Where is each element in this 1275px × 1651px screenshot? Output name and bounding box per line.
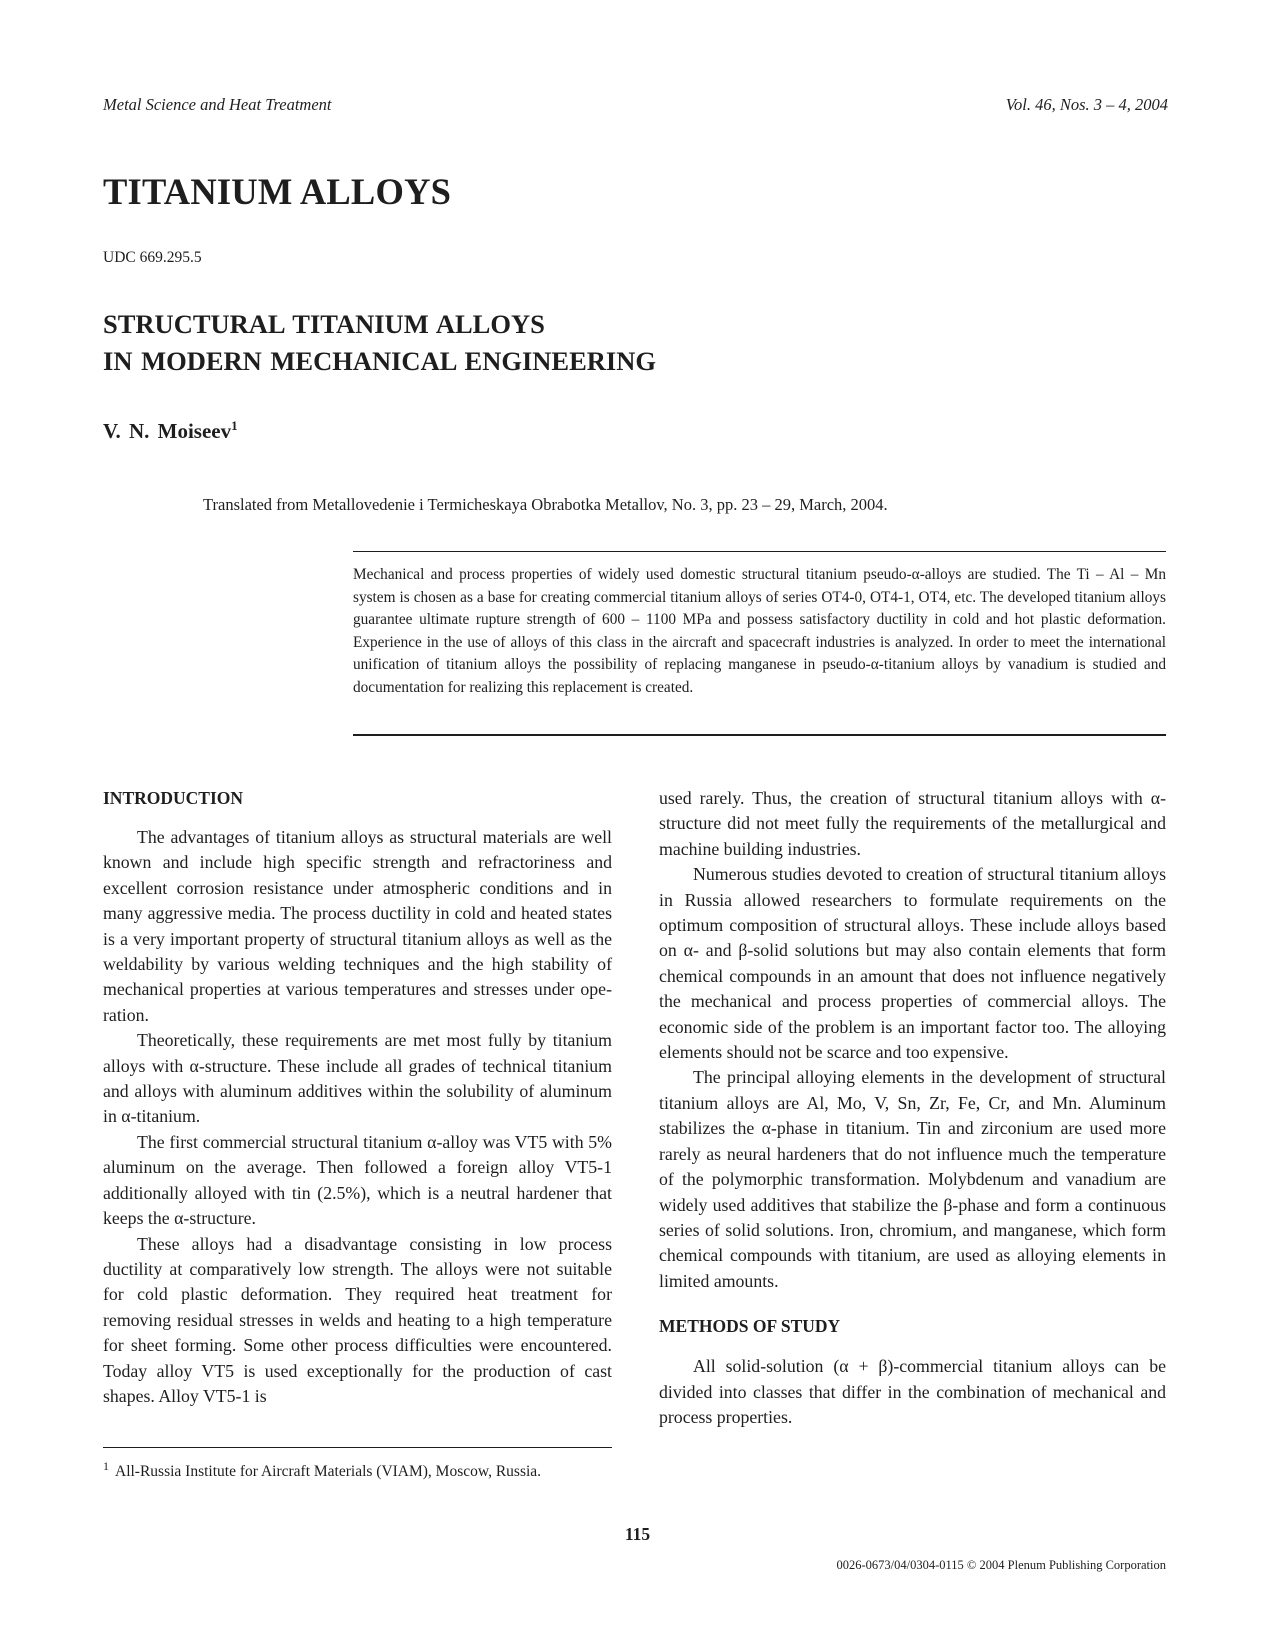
left-column <box>103 786 612 1409</box>
footnote-mark: 1 <box>103 1458 109 1473</box>
footnote <box>103 1458 612 1483</box>
volume-info: Vol. 46, Nos. 3 – 4, 2004 <box>1005 95 1168 114</box>
footnote-content <box>103 1458 612 1483</box>
article-title-line-1: STRUCTURAL TITANIUM ALLOYS <box>103 309 545 339</box>
methods-heading: METHODS OF STUDY <box>659 1316 841 1337</box>
page-number: 115 <box>624 1524 651 1544</box>
paragraph: The advantages of titanium alloys as structural materials are well known and include high specific strength and refractoriness and excellent corrosion resistance under atmospheric conditions and in many aggressive media. The process ductility in cold and heated states is a very important property of structural titanium alloys as well as the weldability by various welding techniques and the high stability of mechanical properties at various temperatures and stresses under operation. <box>103 827 612 1025</box>
author-name: V. N. Moiseev <box>103 419 232 443</box>
abstract-bottom-rule <box>353 734 1166 736</box>
right-column <box>659 786 1166 1430</box>
paragraph: Numerous studies devoted to creation of structural titanium alloys in Russia allowed researchers to formulate requirements on the optimum composition of structural alloys. These include alloys based on α- and β-solid solutions but may also contain elements that form chemical compounds in an amount that does not influence negatively the mechanical and process properties of commercial alloys. The economic side of the problem is an important factor too. The alloying elements should not be scarce and too expensive. <box>659 864 1166 1063</box>
abstract: Mechanical and process properties of widely used domestic structural titanium pseudo-α-alloys are studied. The Ti – Al – Mn system is chosen as a base for creating commercial titanium alloys of series OT4-0, OT4-1, OT4, etc. The developed titanium alloys guarantee ultimate rupture strength of 600 – 1100 MPa and possess satisfactory ductility in cold and hot plastic deformation. Experience in the use of alloys of this class in the aircraft and spacecraft industries is analyzed. In order to meet the international unification of titanium alloys the possibility of replacing manganese in pseudo-α-titanium alloys by vanadium is studied and documentation for realizing this replacement is created. <box>353 566 1166 696</box>
author-footnote-mark: 1 <box>231 418 238 433</box>
footnote-rule <box>103 1447 612 1448</box>
journal-name: Metal Science and Heat Treatment <box>103 95 332 114</box>
article-title-line-2: IN MODERN MECHANICAL ENGINEERING <box>103 346 656 376</box>
paragraph-continuation: used rarely. Thus, the creation of structural titanium alloys with α-structure did not meet fully the requirements of the metallurgical and machine building industries. <box>659 788 1166 859</box>
footnote-text: All-Russia Institute for Aircraft Materials (VIAM), Moscow, Russia. <box>115 1463 542 1480</box>
translation-note: Translated from Metallovedenie i Termicheskaya Obrabotka Metallov, No. 3, pp. 23 – 29, March, 2004. <box>203 495 888 514</box>
section-title: TITANIUM ALLOYS <box>103 171 452 212</box>
copyright-line: 0026-0673/04/0304-0115 © 2004 Plenum Publishing Corporation <box>836 1558 1166 1572</box>
abstract-top-rule <box>353 551 1166 552</box>
udc-code: UDC 669.295.5 <box>103 249 202 266</box>
paragraph: All solid-solution (α + β)-commercial titanium alloys can be divided into classes that differ in the combination of mechanical and process properties. <box>659 1356 1166 1427</box>
paragraph: Theoretically, these requirements are met most fully by titanium alloys with α-structure. These include all grades of technical titanium and alloys with aluminum additives within the solubility of aluminum in α-titanium. <box>103 1030 612 1127</box>
paragraph: The principal alloying elements in the development of structural titanium alloys are Al, Mo, V, Sn, Zr, Fe, Cr, and Mn. Aluminum stabilizes the α-phase in titanium. Tin and zirconium are used more rarely as neural hardeners that do not influence much the temperature of the polymorphic transformation. Molybdenum and vanadium are widely used additives that stabilize the β-phase and form a continuous series of solid solutions. Iron, chromium, and manganese, which form chemical compounds with titanium, are used as alloying elements in limited amounts. <box>659 1067 1166 1291</box>
paragraph: These alloys had a disadvantage consisting in low process ductility at comparatively low strength. The alloys were not suitable for cold plastic deformation. They required heat treatment for removing residual stresses in welds and heating to a high temperature for sheet forming. Some other process difficulties were encountered. Today alloy VT5 is used exceptionally for the production of cast shapes. Alloy VT5-1 is <box>103 1233 612 1406</box>
paragraph: The first commercial structural titanium α-alloy was VT5 with 5% aluminum on the average. Then followed a foreign alloy VT5-1 additionally alloyed with tin (2.5%), which is a neutral hardener that keeps the α-structure. <box>103 1131 612 1229</box>
author <box>103 419 238 444</box>
introduction-heading: INTRODUCTION <box>103 788 244 808</box>
article-title <box>103 306 656 380</box>
